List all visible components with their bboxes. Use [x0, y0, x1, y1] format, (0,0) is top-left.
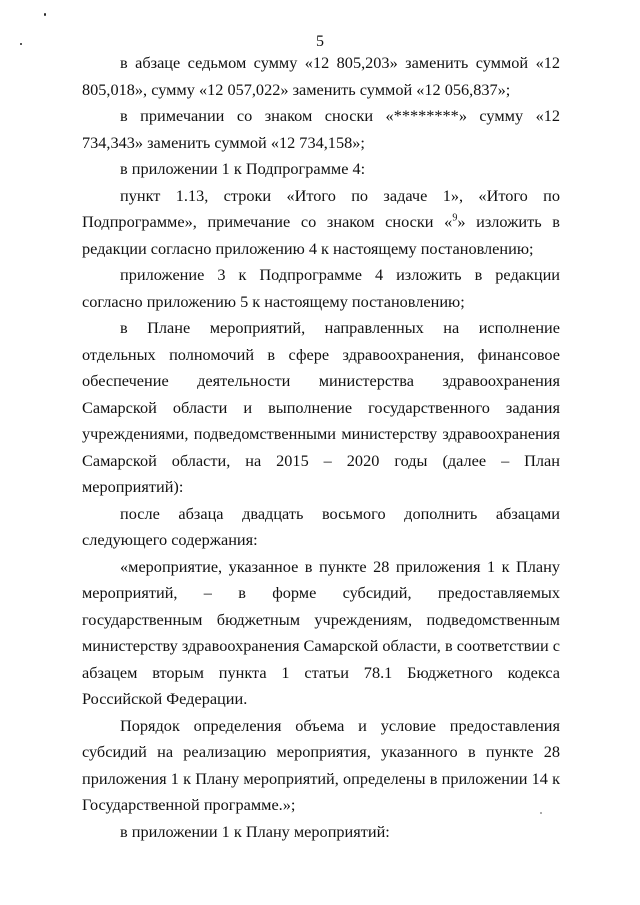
scan-speck [44, 13, 46, 16]
paragraph-3: в приложении 1 к Подпрограмме 4: [120, 159, 366, 178]
paragraph-6: в Плане мероприятий, направленных на исполнение отдельных полномочий в сфере здравоохранения, финансовое обеспечение деятельности министерства здравоохранения Самарской области и выполнение государственного задания учреждениями, подведомственными министерству здравоохранения Самарской области, на 2015 – 2020 годы (далее – План мероприятий): [82, 318, 560, 496]
paragraph-4-text-after: » изложить в редакции согласно приложению 4 к настоящему постановлению; [82, 212, 560, 258]
paragraph-5: приложение 3 к Подпрограмме 4 изложить в редакции согласно приложению 5 к настоящему постановлению; [82, 265, 560, 311]
document-body [82, 50, 560, 845]
paragraph-9: Порядок определения объема и условие предоставления субсидий на реализацию мероприятия, указанного в пункте 28 приложения 1 к Плану мероприятий, определены в приложении 14 к Государственной программе.»; [82, 715, 560, 814]
scan-speck [20, 43, 22, 45]
paragraph-1: в абзаце седьмом сумму «12 805,203» заменить суммой «12 805,018», сумму «12 057,022» заменить суммой «12 056,837»; [82, 53, 560, 99]
paragraph-4 [82, 183, 560, 263]
paragraph-8: «мероприятие, указанное в пункте 28 приложения 1 к Плану мероприятий, – в форме субсидий, предоставляемых государственным бюджетным учреждениям, подведомственным министерству здравоохранения Самарской области, в соответствии с абзацем вторым пункта 1 статьи 78.1 Бюджетного кодекса Российской Федерации. [82, 556, 560, 708]
footnote-mark: 9 [452, 212, 458, 224]
paragraph-7: после абзаца двадцать восьмого дополнить абзацами следующего содержания: [82, 503, 560, 549]
paragraph-2: в примечании со знаком сноски «********» сумму «12 734,343» заменить суммой «12 734,158»; [82, 106, 560, 152]
page-number: 5 [316, 33, 324, 50]
paragraph-10: в приложении 1 к Плану мероприятий: [120, 821, 390, 841]
paragraph-4-text-before: пункт 1.13, строки «Итого по задаче 1», «Итого по Подпрограмме», примечание со знаком сноски « [82, 185, 560, 231]
